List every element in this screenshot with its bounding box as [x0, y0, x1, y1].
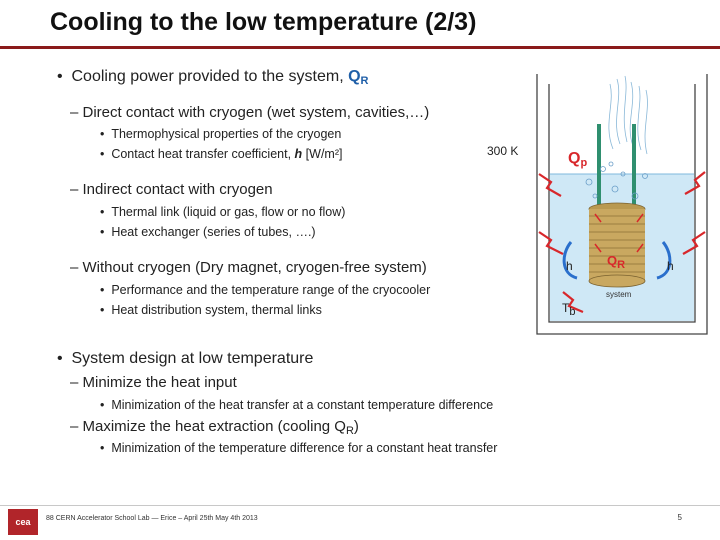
qr-label: $Q_R$: [607, 253, 626, 271]
item-minimization-temp: • Minimization of the temperature difference for a constant heat transfer: [100, 441, 498, 455]
item-performance: • Performance and the temperature range of the cryocooler: [100, 283, 431, 297]
h-right-label: h: [667, 259, 674, 273]
item-heat-distribution: • Heat distribution system, thermal links: [100, 303, 322, 317]
footer-divider: [0, 505, 720, 506]
coil-system: [589, 203, 645, 287]
tube-left: [597, 124, 601, 208]
subbullet-direct-contact: – Direct contact with cryogen (wet system, cavities,…): [70, 104, 430, 121]
footer-text: 88 CERN Accelerator School Lab — Erice – April 25th May 4th 2013: [46, 515, 258, 522]
tb-label: Tb: [562, 301, 576, 318]
item-minimization-transfer: • Minimization of the heat transfer at a constant temperature difference: [100, 398, 494, 412]
subbullet-without-cryogen: – Without cryogen (Dry magnet, cryogen-free system): [70, 259, 427, 276]
subbullet-indirect-contact: – Indirect contact with cryogen: [70, 181, 273, 198]
tube-right: [632, 124, 636, 208]
page-number: 5: [677, 513, 682, 522]
qp-label: $Q_p$: [568, 150, 588, 169]
bullet-cooling-power: • Cooling power provided to the system, $Q_R$: [57, 68, 369, 87]
vapor-wisps: [609, 76, 648, 154]
item-thermal-link: • Thermal link (liquid or gas, flow or no flow): [100, 205, 346, 219]
footer: [0, 505, 720, 535]
h-left-label: h: [566, 259, 573, 273]
subbullet-maximize-extraction: – Maximize the heat extraction (cooling $Q_R$): [70, 418, 359, 437]
page-title: Cooling to the low temperature (2/3): [50, 8, 477, 36]
title-underline: [0, 46, 720, 49]
cryostat-diagram: [525, 64, 720, 344]
item-thermophysical: • Thermophysical properties of the cryogen: [100, 127, 342, 141]
item-contact-coefficient: • Contact heat transfer coefficient, h [W/m²]: [100, 147, 343, 161]
item-heat-exchanger: • Heat exchanger (series of tubes, ….): [100, 225, 316, 239]
cea-logo: cea: [8, 509, 38, 535]
bullet-system-design: • System design at low temperature: [57, 350, 314, 367]
temperature-300k-label: 300 K: [487, 144, 519, 158]
subbullet-minimize-heat: – Minimize the heat input: [70, 374, 237, 391]
system-label: system: [606, 290, 632, 299]
